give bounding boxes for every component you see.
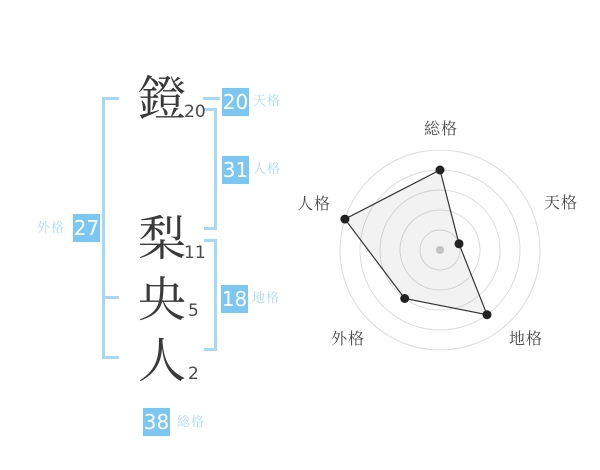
gaikaku-bracket (104, 99, 120, 358)
chikaku-bracket (204, 241, 216, 350)
radar-axis-label-soukaku: 総格 (423, 119, 459, 138)
tenkaku-label: 天格 (253, 94, 282, 109)
radar-axis-label-chikaku: 地格 (508, 329, 544, 348)
radar-data-point (340, 215, 349, 224)
given-char-3-strokes: 2 (188, 364, 199, 384)
jinkaku-bracket (204, 110, 216, 229)
radar-axis-label-tenkaku: 天格 (543, 193, 579, 212)
jinkaku-label: 人格 (253, 162, 282, 177)
radar-axis-label-jinkaku: 人格 (296, 194, 332, 213)
radar-data-point (400, 294, 409, 303)
surname-char-1: 鐙 (137, 71, 186, 127)
radar-data (340, 166, 491, 320)
given-char-1: 梨 (137, 211, 186, 267)
given-char-2: 央 (137, 272, 186, 328)
given-char-1-strokes: 11 (184, 243, 206, 263)
chikaku-value-badge: 18 (221, 287, 248, 311)
surname-char-1-strokes: 20 (184, 102, 206, 122)
tenkaku-value-badge: 20 (222, 90, 249, 114)
gaikaku-value-badge: 27 (73, 216, 100, 240)
given-char-3: 人 (137, 333, 186, 389)
soukaku-value-badge: 38 (143, 410, 170, 434)
soukaku-label: 総格 (177, 415, 206, 430)
gaikaku-label: 外格 (37, 221, 66, 236)
radar-data-point (483, 310, 492, 319)
radar-chart (295, 100, 595, 370)
chikaku-label: 地格 (252, 291, 281, 306)
radar-center-dot (436, 246, 444, 254)
radar-data-point (436, 166, 445, 175)
given-char-2-strokes: 5 (188, 301, 199, 321)
radar-polygon (345, 170, 487, 315)
radar-data-point (455, 239, 464, 248)
jinkaku-value-badge: 31 (222, 158, 249, 182)
radar-axis-label-gaikaku: 外格 (330, 329, 366, 348)
